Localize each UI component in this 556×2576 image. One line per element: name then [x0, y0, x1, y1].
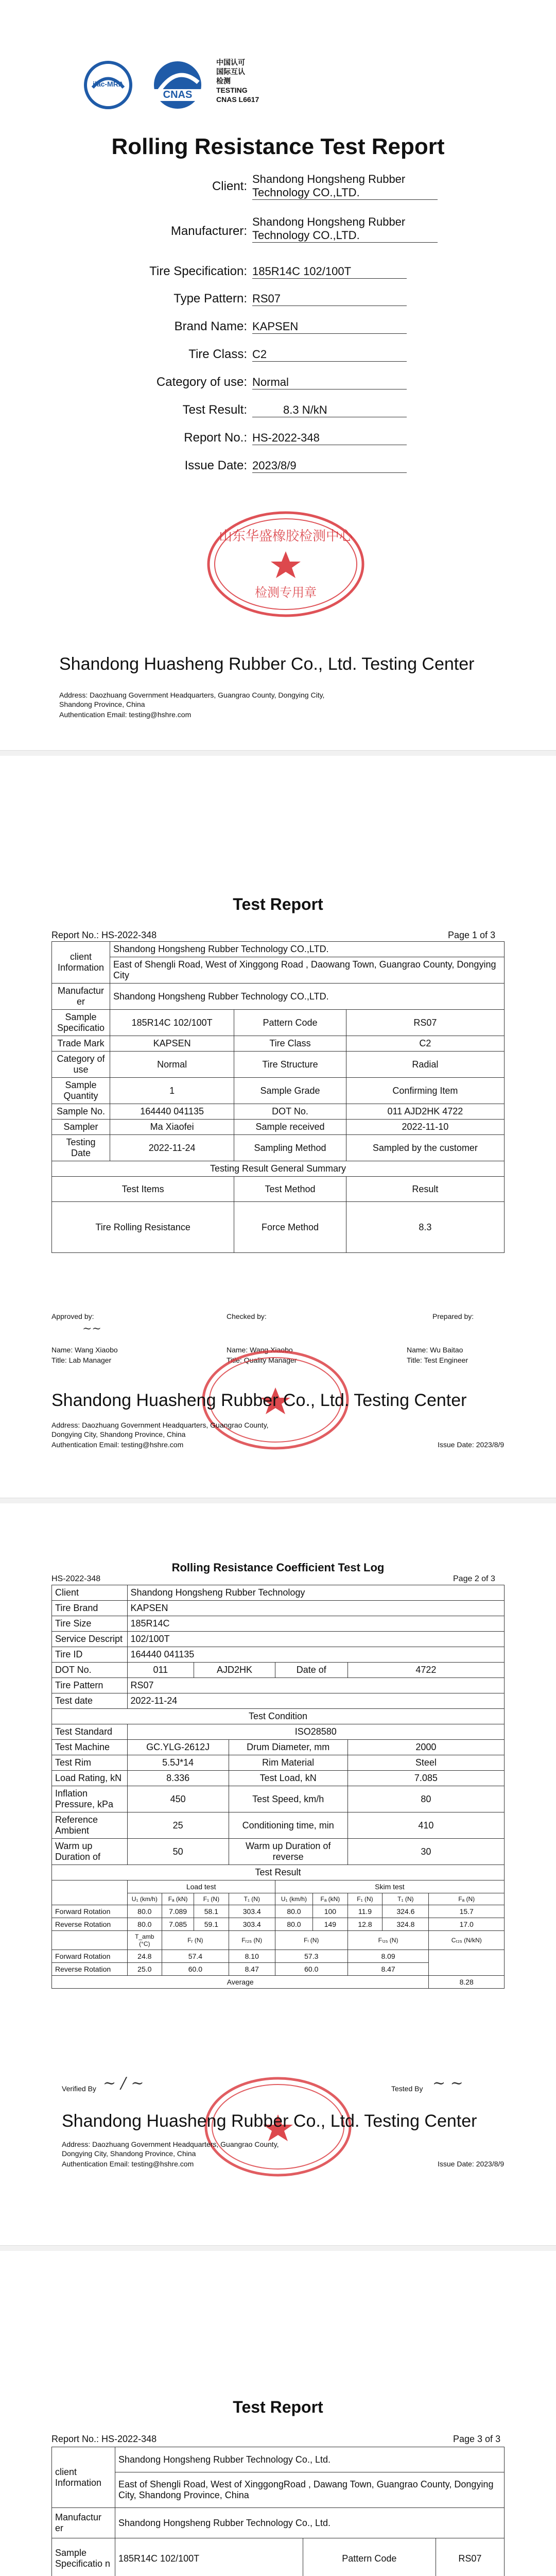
cell-value: 2022-11-24 — [110, 1135, 234, 1161]
ilac-logo — [82, 59, 134, 111]
cell-value: 5.5J*14 — [127, 1755, 229, 1771]
cell-label: Rim Material — [229, 1755, 348, 1771]
table-cell: 58.1 — [194, 1905, 229, 1918]
cell-label: Drum Diameter, mm — [229, 1740, 348, 1755]
stamp-subtext: 检测专用章 — [255, 586, 317, 600]
cell-value: 185R14C — [127, 1616, 505, 1632]
issue-date: Issue Date: 2023/8/9 — [438, 2160, 505, 2168]
cell-value: East of Shengli Road, West of Xinggong Road , Daowang Town, Guangrao County, Dongying City — [110, 957, 505, 984]
table-cell: 60.0 — [275, 1963, 348, 1976]
prepared-name: Name: Wu Baitao — [407, 1346, 463, 1354]
cell-value: 4722 — [348, 1663, 504, 1678]
cell-value: 2022-11-10 — [346, 1120, 504, 1135]
field-label: Tire Specification: — [149, 264, 247, 278]
col-header: Test Items — [52, 1177, 234, 1202]
table-cell: 8.09 — [348, 1950, 429, 1963]
cell-value: KAPSEN — [127, 1601, 505, 1616]
page-number: Page 3 of 3 — [453, 2434, 501, 2444]
cell-label: Test Machine — [52, 1740, 128, 1755]
cell-label: Tire Structure — [234, 1052, 346, 1078]
report-title: Rolling Resistance Test Report — [111, 134, 445, 159]
cell-label: Tire Size — [52, 1616, 128, 1632]
field-value: 8.3 N/kN — [252, 403, 407, 417]
official-stamp — [206, 510, 366, 618]
approved-title: Title: Lab Manager — [51, 1356, 112, 1364]
cell-label: Sample No. — [52, 1104, 110, 1120]
checked-title: Title: Quality Manager — [227, 1356, 297, 1364]
cell-value: Sampled by the customer — [346, 1135, 504, 1161]
cert-line: 中国认可 — [216, 58, 245, 66]
cell-label: Sample Quantity — [52, 1078, 110, 1104]
col-header: Fₐ (kN) — [162, 1893, 194, 1905]
table-cell: 80.0 — [127, 1918, 162, 1931]
blank-cell — [52, 1880, 128, 1905]
cell-label: Tire ID — [52, 1647, 128, 1663]
approved-name: Name: Wang Xiaobo — [51, 1346, 118, 1354]
col-header: Fₐ (kN) — [313, 1893, 348, 1905]
cnas-logo-text: CNAS — [149, 89, 206, 101]
page-test-report-3 — [0, 2251, 556, 2576]
center-address: Address: Daozhuang Government Headquarters, Guangrao County, Dongying City, Shandong Province, China — [51, 1421, 269, 1438]
cell-label: Test Load, kN — [229, 1771, 348, 1786]
cell-value: Steel — [348, 1755, 504, 1771]
cell-value: RS07 — [436, 2538, 504, 2576]
cell-value: 102/100T — [127, 1632, 505, 1647]
cell-value: 1 — [110, 1078, 234, 1104]
cert-line: TESTING — [216, 86, 248, 94]
cell-label: Service Descript — [52, 1632, 128, 1647]
cell-value: Radial — [346, 1052, 504, 1078]
field-value: HS-2022-348 — [252, 431, 407, 445]
cell-label: Conditioning time, min — [229, 1812, 348, 1839]
checked-name: Name: Wang Xiaobo — [227, 1346, 293, 1354]
cell-value: 25 — [127, 1812, 229, 1839]
table-cell: 8.47 — [229, 1963, 275, 1976]
cell-value: Shandong Hongsheng Rubber Technology CO.,LTD. — [110, 984, 505, 1010]
page-test-log — [0, 1503, 556, 2245]
page-title: Test Report — [233, 2398, 323, 2416]
col-header: Cᵣ₂₅ (N/kN) — [429, 1931, 505, 1950]
auth-email: Authentication Email: testing@hshre.com — [51, 1440, 184, 1449]
cell-label: Pattern Code — [303, 2538, 436, 2576]
cell-label: Test date — [52, 1693, 128, 1709]
table-cell: 8.10 — [229, 1950, 275, 1963]
table-cell: 8.47 — [348, 1963, 429, 1976]
col-header: Fᵣ₂₅ (N) — [229, 1931, 275, 1950]
page-title: Test Report — [233, 895, 323, 913]
prepared-label: Prepared by: — [432, 1312, 474, 1320]
col-group-header: Skim test — [275, 1880, 504, 1893]
page-title: Rolling Resistance Coefficient Test Log — [171, 1561, 385, 1574]
cell-value: Shandong Hongsheng Rubber Technology CO.,LTD. — [110, 942, 505, 957]
test-result: 8.3 — [346, 1202, 504, 1253]
table-cell: 57.3 — [275, 1950, 348, 1963]
cell-label: Load Rating, kN — [52, 1771, 128, 1786]
field-value: 2023/8/9 — [252, 459, 407, 473]
table-cell: 100 — [313, 1905, 348, 1918]
sample-info-table — [51, 941, 505, 1253]
cell-value: Shandong Hongsheng Rubber Technology Co., Ltd. — [115, 2447, 505, 2472]
report-number: HS-2022-348 — [51, 1574, 101, 1583]
tester-signature: ~ ~ — [432, 2074, 463, 2092]
table-cell: 324.8 — [383, 1918, 429, 1931]
cell-value: 80 — [348, 1786, 504, 1812]
cell-label: Sample Specificatio — [52, 1010, 110, 1036]
cell-value: 450 — [127, 1786, 229, 1812]
cell-value: 011 — [127, 1663, 194, 1678]
cell-value: RS07 — [346, 1010, 504, 1036]
cell-value: 8.336 — [127, 1771, 229, 1786]
col-group-header: Load test — [127, 1880, 275, 1893]
row-label: Reverse Rotation — [52, 1918, 128, 1931]
cell-label: Warm up Duration of — [52, 1839, 128, 1865]
table-cell: 25.0 — [127, 1963, 162, 1976]
stamp-text: 山东华盛橡胶检测中心 — [218, 528, 353, 544]
cell-label: Sampling Method — [234, 1135, 346, 1161]
page-number: Page 2 of 3 — [453, 1574, 495, 1583]
cell-label: Warm up Duration of reverse — [229, 1839, 348, 1865]
cell-label: Inflation Pressure, kPa — [52, 1786, 128, 1812]
test-item: Tire Rolling Resistance — [52, 1202, 234, 1253]
testing-center-name: Shandong Huasheng Rubber Co., Ltd. Testing Center — [59, 654, 475, 674]
col-header: T₁ (N) — [383, 1893, 429, 1905]
field-label: Issue Date: — [184, 459, 247, 472]
field-label: Client: — [212, 179, 247, 193]
col-header: Fₐ (N) — [429, 1893, 505, 1905]
cell-value: 164440 041135 — [110, 1104, 234, 1120]
verified-label: Verified By — [62, 2084, 96, 2093]
field-label: Report No.: — [184, 431, 247, 445]
cell-value: KAPSEN — [110, 1036, 234, 1052]
approved-label: Approved by: — [51, 1312, 94, 1320]
cell-label: Category of use — [52, 1052, 110, 1078]
cell-label: client Information — [52, 942, 110, 984]
section-heading: Test Condition — [52, 1709, 505, 1724]
cell-label: Reference Ambient — [52, 1812, 128, 1839]
page-test-report-1 — [0, 756, 556, 1498]
cell-value: 7.085 — [348, 1771, 504, 1786]
cell-value: Ma Xiaofei — [110, 1120, 234, 1135]
cell-value: Confirming Item — [346, 1078, 504, 1104]
cell-value: 30 — [348, 1839, 504, 1865]
page-number: Page 1 of 3 — [448, 930, 496, 940]
table-cell: 17.0 — [429, 1918, 505, 1931]
cell-label: Tire Pattern — [52, 1678, 128, 1693]
cert-line: CNAS L6617 — [216, 95, 259, 104]
sample-info-table — [51, 2447, 505, 2576]
checked-label: Checked by: — [227, 1312, 267, 1320]
row-label: Forward Rotation — [52, 1950, 128, 1963]
col-header: Fₗ₂₅ (N) — [348, 1931, 429, 1950]
cell-value: Normal — [110, 1052, 234, 1078]
cell-value: 2000 — [348, 1740, 504, 1755]
test-method: Force Method — [234, 1202, 346, 1253]
table-cell: 59.1 — [194, 1918, 229, 1931]
cnas-cert-block — [216, 58, 259, 104]
cell-value: 410 — [348, 1812, 504, 1839]
table-cell: 57.4 — [162, 1950, 229, 1963]
average-value: 8.28 — [429, 1976, 505, 1989]
col-header: F₁ (N) — [194, 1893, 229, 1905]
cell-value: AJD2HK — [194, 1663, 275, 1678]
field-label: Category of use: — [156, 375, 247, 389]
center-address: Address: Daozhuang Government Headquarters, Guangrao County, Dongying City, Shandong Province, China — [59, 691, 325, 708]
cell-value: East of Shengli Road, West of XinggongRoad , Dawang Town, Guangrao County, Dongying City, Shandong Province, China — [115, 2472, 505, 2508]
cell-value: 185R14C 102/100T — [110, 1010, 234, 1036]
col-header: T_amb (°C) — [127, 1931, 162, 1950]
blank-cell — [52, 1931, 128, 1950]
report-number: Report No.: HS-2022-348 — [51, 2434, 157, 2444]
table-cell: 303.4 — [229, 1918, 275, 1931]
cnas-logo — [149, 59, 206, 111]
row-label: Forward Rotation — [52, 1905, 128, 1918]
field-label: Tire Class: — [188, 347, 247, 361]
col-header: U₁ (km/h) — [127, 1893, 162, 1905]
cell-label: DOT No. — [52, 1663, 128, 1678]
issue-date: Issue Date: 2023/8/9 — [438, 1440, 505, 1449]
center-address: Address: Daozhuang Government Headquarters, Guangrao County, Dongying City, Shandong Province, China — [62, 2140, 279, 2158]
cell-label: Tire Brand — [52, 1601, 128, 1616]
table-cell: 11.9 — [348, 1905, 383, 1918]
table-cell: 15.7 — [429, 1905, 505, 1918]
prepared-title: Title: Test Engineer — [407, 1356, 468, 1364]
cell-value: 2022-11-24 — [127, 1693, 505, 1709]
cell-value: 185R14C 102/100T — [115, 2538, 303, 2576]
ilac-logo-text: ilac-MRA — [93, 80, 124, 88]
col-header: U₁ (km/h) — [275, 1893, 312, 1905]
table-cell: 7.089 — [162, 1905, 194, 1918]
cell-label: Sample Grade — [234, 1078, 346, 1104]
section-heading: Test Result — [52, 1865, 505, 1880]
table-cell: 80.0 — [275, 1918, 312, 1931]
table-cell: 7.085 — [162, 1918, 194, 1931]
cell-value: C2 — [346, 1036, 504, 1052]
col-header: Result — [346, 1177, 504, 1202]
cell-label: Client — [52, 1585, 128, 1601]
col-header: Fₗ (N) — [275, 1931, 348, 1950]
col-header: T₁ (N) — [229, 1893, 275, 1905]
cell-label: DOT No. — [234, 1104, 346, 1120]
cell-label: Sample received — [234, 1120, 346, 1135]
cell-value: ISO28580 — [127, 1724, 505, 1740]
tested-label: Tested By — [391, 2084, 423, 2093]
auth-email: Authentication Email: testing@hshre.com — [59, 710, 192, 719]
cell-label: Tire Class — [234, 1036, 346, 1052]
testing-center-name: Shandong Huasheng Rubber Co., Ltd. Testing Center — [51, 1391, 467, 1410]
cell-value: 164440 041135 — [127, 1647, 505, 1663]
col-header: Fᵣ (N) — [162, 1931, 229, 1950]
testing-center-name: Shandong Huasheng Rubber Co., Ltd. Testing Center — [62, 2111, 477, 2131]
table-cell: 80.0 — [127, 1905, 162, 1918]
cert-line: 检测 — [216, 77, 231, 85]
cert-line: 国际互认 — [216, 67, 245, 76]
field-value: 185R14C 102/100T — [252, 265, 407, 279]
field-label: Brand Name: — [174, 319, 247, 333]
table-cell: 12.8 — [348, 1918, 383, 1931]
field-label: Test Result: — [182, 403, 247, 417]
field-value: C2 — [252, 348, 407, 362]
table-cell: 303.4 — [229, 1905, 275, 1918]
cell-value: Shandong Hongsheng Rubber Technology Co., Ltd. — [115, 2508, 505, 2538]
field-value: Shandong Hongsheng Rubber Technology CO.,LTD. — [252, 173, 438, 200]
verifier-signature: ~ / ~ — [103, 2074, 144, 2092]
cell-label: Test Rim — [52, 1755, 128, 1771]
field-label: Type Pattern: — [173, 292, 247, 306]
row-label: Reverse Rotation — [52, 1963, 128, 1976]
average-label: Average — [52, 1976, 429, 1989]
table-cell: 80.0 — [275, 1905, 312, 1918]
table-cell: 60.0 — [162, 1963, 229, 1976]
cell-label: Manufactur er — [52, 2508, 115, 2538]
cell-value: 50 — [127, 1839, 229, 1865]
cell-value: 011 AJD2HK 4722 — [346, 1104, 504, 1120]
table-cell: 324.6 — [383, 1905, 429, 1918]
cell-label: Date of — [275, 1663, 348, 1678]
cell-label: Testing Date — [52, 1135, 110, 1161]
table-cell: 24.8 — [127, 1950, 162, 1963]
field-value: Normal — [252, 376, 407, 389]
cell-label: Manufactur er — [52, 984, 110, 1010]
field-label: Manufacturer: — [170, 224, 247, 238]
table-cell: 149 — [313, 1918, 348, 1931]
auth-email: Authentication Email: testing@hshre.com — [62, 2160, 194, 2168]
report-number: Report No.: HS-2022-348 — [51, 930, 157, 940]
cell-label: Test Standard — [52, 1724, 128, 1740]
page-cover — [0, 0, 556, 750]
cell-label: Pattern Code — [234, 1010, 346, 1036]
blank-cell — [429, 1950, 505, 1976]
cell-label: Sample Specificatio n — [52, 2538, 115, 2576]
cell-value: Shandong Hongsheng Rubber Technology — [127, 1585, 505, 1601]
field-value: KAPSEN — [252, 320, 407, 334]
field-value: Shandong Hongsheng Rubber Technology CO.,LTD. — [252, 215, 438, 243]
test-log-table — [51, 1585, 505, 1989]
col-header: Test Method — [234, 1177, 346, 1202]
approver-signature: ~~ — [82, 1323, 101, 1335]
cell-label: Test Speed, km/h — [229, 1786, 348, 1812]
cell-value: RS07 — [127, 1678, 505, 1693]
cell-value: GC.YLG-2612J — [127, 1740, 229, 1755]
field-value: RS07 — [252, 292, 407, 306]
cell-label: Trade Mark — [52, 1036, 110, 1052]
col-header: F₁ (N) — [348, 1893, 383, 1905]
cell-label: Sampler — [52, 1120, 110, 1135]
cell-label: client Information — [52, 2447, 115, 2508]
summary-heading: Testing Result General Summary — [52, 1161, 505, 1177]
